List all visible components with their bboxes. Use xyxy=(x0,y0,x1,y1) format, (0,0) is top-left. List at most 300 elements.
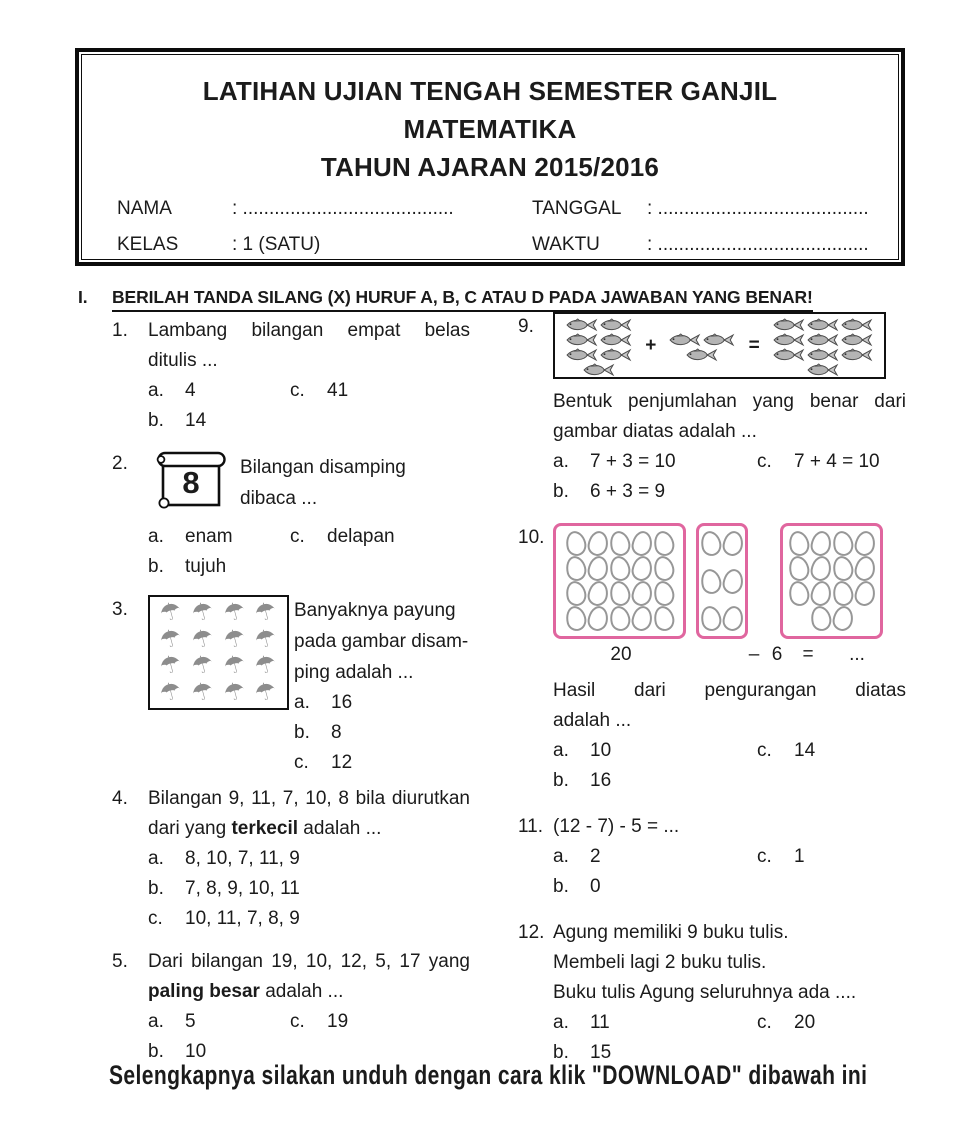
option-value: 19 xyxy=(327,1011,349,1032)
option-row xyxy=(553,447,906,477)
egg-icon xyxy=(830,529,855,558)
fish-row xyxy=(772,361,874,376)
option-letter: c. xyxy=(148,908,163,929)
exam-titles xyxy=(79,72,901,186)
field-label-waktu: WAKTU xyxy=(532,234,600,255)
field-label-nama: NAMA xyxy=(117,198,172,219)
option-letter: c. xyxy=(757,1012,772,1033)
text-segment: Membeli lagi 2 buku tulis. xyxy=(553,952,767,973)
question-number: 11. xyxy=(518,816,544,837)
fish-group xyxy=(668,331,736,361)
option-value: 20 xyxy=(794,1012,816,1033)
section-heading-row xyxy=(78,287,813,312)
options xyxy=(553,1008,906,1068)
question-number: 5. xyxy=(112,951,128,972)
fish-icon xyxy=(685,346,719,361)
option-value: 0 xyxy=(590,876,601,897)
option-row xyxy=(148,552,470,582)
egg-row xyxy=(560,581,679,606)
option-letter: b. xyxy=(148,878,164,899)
umbrella-icon: ☂ xyxy=(220,622,249,655)
question-line xyxy=(148,316,470,346)
question-4 xyxy=(112,784,470,934)
option-a xyxy=(148,844,300,874)
download-hint-text: Selengkapnya silakan unduh dengan cara klik "DOWNLOAD" dibawah ini xyxy=(108,1060,868,1090)
section-heading: BERILAH TANDA SILANG (X) HURUF A, B, C ATAU D PADA JAWABAN YANG BENAR! xyxy=(112,287,813,312)
question-line xyxy=(240,483,470,514)
fish-row xyxy=(772,331,874,346)
question-number: 3. xyxy=(112,599,128,620)
umbrella-icon: ☂ xyxy=(251,649,281,682)
option-letter: a. xyxy=(294,692,310,713)
question-number: 2. xyxy=(112,453,128,474)
fish-icon xyxy=(806,316,840,331)
option-row xyxy=(148,844,470,874)
egg-row xyxy=(787,606,876,631)
option-c xyxy=(290,376,432,406)
option-c xyxy=(757,842,961,872)
fish-row xyxy=(668,331,736,346)
options xyxy=(553,842,906,902)
question-text xyxy=(553,676,906,736)
option-c xyxy=(757,1008,961,1038)
egg-icon xyxy=(607,554,632,583)
option-value: 10 xyxy=(185,1041,207,1062)
option-row xyxy=(148,522,470,552)
figure-row xyxy=(148,595,470,778)
question-line xyxy=(553,948,906,978)
egg-icon xyxy=(563,529,588,558)
egg-subtraction-figure xyxy=(553,523,906,668)
figure-row xyxy=(148,449,470,514)
egg-icon xyxy=(629,529,653,557)
question-body xyxy=(553,523,906,796)
egg-icon xyxy=(651,579,676,608)
fish-icon xyxy=(772,346,806,361)
question-body xyxy=(553,918,906,1068)
equals-operator: = xyxy=(748,334,760,356)
egg-label: = xyxy=(802,644,814,665)
egg-icon xyxy=(629,554,653,582)
question-body xyxy=(148,316,470,436)
egg-label: ... xyxy=(849,644,865,665)
text-segment: adalah ... xyxy=(298,818,382,839)
option-row xyxy=(294,718,470,748)
fish-icon xyxy=(565,331,599,346)
egg-icon xyxy=(563,579,588,608)
option-value: 7, 8, 9, 10, 11 xyxy=(185,878,300,899)
option-value: 16 xyxy=(590,770,612,791)
egg-row xyxy=(703,569,741,594)
umbrella-icon: ☂ xyxy=(251,595,281,629)
egg-label: 6 xyxy=(771,644,783,665)
egg-icon xyxy=(698,604,723,633)
option-letter: c. xyxy=(290,380,305,401)
umbrella-icon: ☂ xyxy=(156,675,185,709)
umbrella-icon: ☂ xyxy=(251,675,281,709)
egg-label: – xyxy=(748,644,760,665)
question-2 xyxy=(112,449,470,582)
question-line xyxy=(148,346,470,376)
question-line xyxy=(294,626,470,657)
option-b xyxy=(148,406,290,436)
fish-icon xyxy=(806,331,840,346)
option-value: 41 xyxy=(327,380,349,401)
egg-icon xyxy=(830,579,855,608)
fish-row xyxy=(772,316,874,331)
options xyxy=(148,844,470,934)
option-letter: b. xyxy=(553,876,569,897)
egg-icon xyxy=(607,604,632,633)
egg-row xyxy=(703,606,741,631)
question-1 xyxy=(112,316,470,436)
fish-icon xyxy=(565,316,599,331)
egg-icon xyxy=(585,529,609,557)
egg-icon xyxy=(607,579,632,608)
text-segment: Dari bilangan 19, 10, 12, 5, 17 yang xyxy=(148,951,470,972)
egg-icon xyxy=(786,554,811,583)
umbrella-row xyxy=(155,649,282,682)
egg-icon xyxy=(808,604,833,633)
option-letter: a. xyxy=(148,1011,164,1032)
option-row xyxy=(553,842,906,872)
option-letter: c. xyxy=(290,526,305,547)
question-12 xyxy=(518,918,906,1068)
option-b xyxy=(553,766,757,796)
question-number: 10. xyxy=(518,527,545,548)
fish-icon xyxy=(840,346,874,361)
option-letter: a. xyxy=(553,740,569,761)
fish-icon xyxy=(599,331,633,346)
option-letter: b. xyxy=(294,722,310,743)
option-b xyxy=(294,718,342,748)
question-line xyxy=(294,595,470,626)
option-value: 16 xyxy=(331,692,353,713)
umbrella-row xyxy=(155,675,282,709)
question-line xyxy=(148,814,470,844)
option-value: 7 + 4 = 10 xyxy=(794,451,880,472)
text-segment: adalah ... xyxy=(553,710,632,731)
egg-row xyxy=(560,556,679,581)
option-row xyxy=(553,477,906,507)
fish-row xyxy=(668,346,736,361)
question-number: 12. xyxy=(518,922,545,943)
option-row xyxy=(553,766,906,796)
option-row xyxy=(294,748,470,778)
question-line xyxy=(148,977,470,1007)
field-value-kelas: : 1 (SATU) xyxy=(232,234,321,255)
fish-row xyxy=(772,346,874,361)
egg-icon xyxy=(629,604,653,632)
option-value: 7 + 3 = 10 xyxy=(590,451,676,472)
egg-icon xyxy=(721,529,745,557)
question-body xyxy=(148,947,470,1067)
option-c xyxy=(757,447,961,477)
option-b xyxy=(553,872,757,902)
option-value: tujuh xyxy=(185,556,227,577)
field-label-tanggal: TANGGAL xyxy=(532,198,622,219)
egg-icon xyxy=(585,604,609,632)
question-line xyxy=(553,417,906,447)
option-a xyxy=(294,688,352,718)
option-value: 8 xyxy=(331,722,342,743)
text-segment: dari yang xyxy=(148,818,232,839)
options xyxy=(553,736,906,796)
text-segment: Agung memiliki 9 buku tulis. xyxy=(553,922,789,943)
option-value: 15 xyxy=(590,1042,612,1063)
option-value: 14 xyxy=(185,410,207,431)
question-number: 9. xyxy=(518,316,534,337)
text-segment: adalah ... xyxy=(259,981,344,1002)
option-letter: c. xyxy=(757,846,772,867)
egg-icon xyxy=(629,579,653,607)
option-a xyxy=(553,736,757,766)
egg-icon xyxy=(852,529,876,557)
egg-icon xyxy=(830,604,854,632)
egg-box xyxy=(696,523,748,639)
egg-icon xyxy=(852,554,876,582)
fish-equation-figure xyxy=(553,312,886,379)
option-row xyxy=(148,874,470,904)
option-value: enam xyxy=(185,526,233,547)
exam-header-box xyxy=(75,48,905,266)
text-segment: pada gambar disam- xyxy=(294,631,469,652)
question-line xyxy=(553,918,906,948)
option-letter: b. xyxy=(553,770,569,791)
option-a xyxy=(148,1007,290,1037)
footer xyxy=(0,1060,976,1091)
egg-icon xyxy=(585,579,609,607)
umbrella-icon: ☂ xyxy=(156,595,185,629)
egg-icon xyxy=(830,554,855,583)
field-value-nama: : ........................................ xyxy=(232,198,454,219)
option-value: 14 xyxy=(794,740,816,761)
option-c xyxy=(757,736,961,766)
exam-title-line-3: TAHUN AJARAN 2015/2016 xyxy=(320,152,660,182)
question-line xyxy=(294,657,470,688)
option-letter: a. xyxy=(553,846,569,867)
fish-icon xyxy=(668,331,702,346)
text-segment-bold: terkecil xyxy=(231,818,298,839)
options xyxy=(148,522,470,582)
options xyxy=(148,376,470,436)
question-10 xyxy=(518,523,906,796)
egg-icon xyxy=(721,567,745,595)
text-segment: ditulis ... xyxy=(148,350,218,371)
option-row xyxy=(553,1008,906,1038)
plus-operator: + xyxy=(645,334,657,356)
option-letter: a. xyxy=(553,451,569,472)
option-value: 4 xyxy=(185,380,196,401)
section-numeral: I. xyxy=(78,287,88,307)
option-letter: a. xyxy=(148,380,164,401)
egg-boxes xyxy=(553,523,906,639)
option-value: 10 xyxy=(590,740,612,761)
text-segment: (12 - 7) - 5 = ... xyxy=(553,816,680,837)
text-segment: Banyaknya payung xyxy=(294,600,456,621)
fish-icon xyxy=(772,331,806,346)
umbrella-icon: ☂ xyxy=(156,622,185,655)
text-segment: ping adalah ... xyxy=(294,662,414,683)
fish-icon xyxy=(806,346,840,361)
egg-row xyxy=(787,581,876,606)
exam-title-line-2: MATEMATIKA xyxy=(403,114,577,144)
option-a xyxy=(553,842,757,872)
option-value: 10, 11, 7, 8, 9 xyxy=(185,908,300,929)
egg-icon xyxy=(563,554,588,583)
egg-icon xyxy=(651,554,676,583)
question-11 xyxy=(518,812,906,902)
field-label-kelas: KELAS xyxy=(117,234,179,255)
option-row xyxy=(148,376,470,406)
question-number: 4. xyxy=(112,788,128,809)
umbrella-row xyxy=(155,622,282,655)
option-letter: a. xyxy=(148,526,164,547)
egg-icon xyxy=(698,566,723,595)
egg-equation-labels xyxy=(553,644,906,668)
option-value: 8, 10, 7, 11, 9 xyxy=(185,848,300,869)
option-c xyxy=(290,522,432,552)
fish-icon xyxy=(840,331,874,346)
egg-box xyxy=(780,523,883,639)
option-row xyxy=(148,406,470,436)
umbrella-row xyxy=(155,595,282,629)
egg-icon xyxy=(786,579,811,608)
text-segment-bold: paling besar xyxy=(148,981,260,1002)
egg-icon xyxy=(808,529,832,557)
option-value: delapan xyxy=(327,526,395,547)
fish-icon xyxy=(565,346,599,361)
egg-icon xyxy=(563,604,588,633)
option-row xyxy=(553,872,906,902)
umbrella-icon: ☂ xyxy=(156,649,185,682)
option-row xyxy=(553,736,906,766)
exam-title-line-1: LATIHAN UJIAN TENGAH SEMESTER GANJIL xyxy=(202,76,778,106)
fish-row xyxy=(565,361,633,376)
option-letter: b. xyxy=(148,410,164,431)
option-c xyxy=(290,1007,432,1037)
egg-icon xyxy=(698,529,723,558)
egg-icon xyxy=(607,529,632,558)
option-letter: b. xyxy=(148,556,164,577)
option-letter: a. xyxy=(553,1012,569,1033)
question-body xyxy=(148,784,470,934)
option-letter: c. xyxy=(294,752,309,773)
option-a xyxy=(553,447,757,477)
question-body xyxy=(553,812,906,902)
option-letter: c. xyxy=(757,451,772,472)
option-b xyxy=(148,552,290,582)
egg-row xyxy=(787,531,876,556)
options xyxy=(553,447,906,507)
question-line xyxy=(148,947,470,977)
question-body xyxy=(148,595,470,778)
egg-icon xyxy=(585,554,609,582)
option-value: 11 xyxy=(590,1012,610,1033)
text-segment: Bentuk penjumlahan yang benar dari xyxy=(553,391,906,412)
egg-icon xyxy=(808,579,832,607)
text-segment: dibaca ... xyxy=(240,488,318,509)
text-segment: Bilangan 9, 11, 7, 10, 8 bila diurutkan xyxy=(148,788,470,809)
umbrella-icon: ☂ xyxy=(188,595,217,629)
umbrella-icon: ☂ xyxy=(188,675,217,709)
egg-label: 20 xyxy=(610,644,632,665)
fish-icon xyxy=(806,361,840,376)
question-body xyxy=(553,312,906,507)
fish-icon xyxy=(599,346,633,361)
fish-group xyxy=(772,316,874,375)
fish-icon xyxy=(599,316,633,331)
text-segment: Buku tulis Agung seluruhnya ada .... xyxy=(553,982,857,1003)
fish-icon xyxy=(582,361,616,376)
egg-icon xyxy=(651,604,676,633)
fish-row xyxy=(565,331,633,346)
fish-row xyxy=(565,316,633,331)
option-value: 6 + 3 = 9 xyxy=(590,481,666,502)
question-line xyxy=(240,452,470,483)
egg-icon xyxy=(808,554,832,582)
umbrella-icon: ☂ xyxy=(220,595,249,629)
text-segment: gambar diatas adalah ... xyxy=(553,421,757,442)
option-letter: b. xyxy=(553,1042,569,1063)
side-text xyxy=(240,449,470,514)
egg-box xyxy=(553,523,686,639)
options xyxy=(148,1007,470,1067)
option-value: 12 xyxy=(331,752,353,773)
questions-column-right xyxy=(518,312,906,1084)
question-3 xyxy=(112,595,470,778)
option-row xyxy=(148,1007,470,1037)
egg-icon xyxy=(852,579,876,607)
option-b xyxy=(148,874,300,904)
egg-row xyxy=(560,531,679,556)
text-segment: Hasil dari pengurangan diatas xyxy=(553,680,906,701)
option-c xyxy=(148,904,300,934)
umbrella-icon: ☂ xyxy=(251,622,281,655)
question-line xyxy=(553,676,906,706)
egg-row xyxy=(787,556,876,581)
option-c xyxy=(294,748,352,778)
question-line xyxy=(553,978,906,1008)
option-a xyxy=(148,522,290,552)
umbrella-grid-figure xyxy=(148,595,289,710)
umbrella-icon: ☂ xyxy=(220,675,249,709)
text-segment: Bilangan disamping xyxy=(240,457,406,478)
option-b xyxy=(553,477,757,507)
question-body xyxy=(148,449,470,582)
option-value: 2 xyxy=(590,846,601,867)
fish-row xyxy=(565,346,633,361)
side-text-and-options xyxy=(294,595,470,778)
option-letter: c. xyxy=(290,1011,305,1032)
question-number: 1. xyxy=(112,320,128,341)
question-9 xyxy=(518,312,906,507)
option-row xyxy=(294,688,470,718)
egg-icon xyxy=(721,604,745,632)
fish-icon xyxy=(772,316,806,331)
option-letter: a. xyxy=(148,848,164,869)
questions-column-left xyxy=(112,316,470,1080)
options xyxy=(294,688,470,778)
scroll-number-label: 8 xyxy=(182,465,200,500)
question-5 xyxy=(112,947,470,1067)
option-a xyxy=(148,376,290,406)
egg-icon xyxy=(651,529,676,558)
option-letter: b. xyxy=(148,1041,164,1062)
umbrella-icon: ☂ xyxy=(188,649,217,682)
umbrella-icon: ☂ xyxy=(188,622,217,655)
option-value: 1 xyxy=(794,846,805,867)
